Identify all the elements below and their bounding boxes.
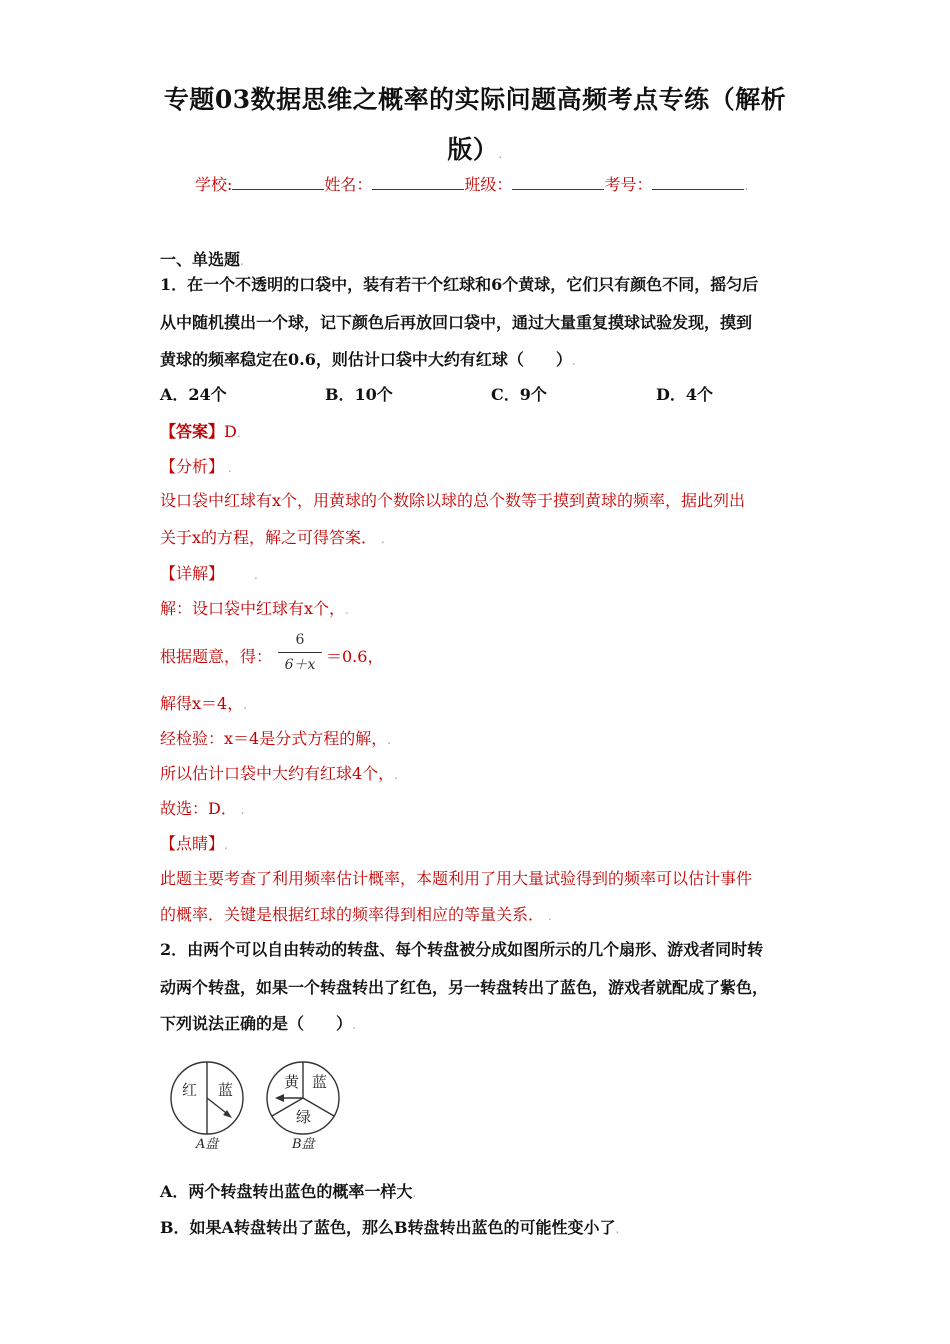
q2-line-3: 下列说法正确的是（ ）.: [160, 1014, 356, 1033]
q1-line-3-text: 黄球的频率稳定在0.6，则估计口袋中大约有红球（ ）: [160, 350, 572, 369]
q1-comment-label: 【点睛】.: [160, 834, 228, 853]
name-label: 姓名：: [324, 175, 373, 194]
q1-line-3: 黄球的频率稳定在0.6，则估计口袋中大约有红球（ ）.: [160, 350, 576, 369]
spinner-a: [171, 1062, 243, 1152]
q2-line-2: 动两个转盘，如果一个转盘转出了红色，另一转盘转出了蓝色，游戏者就配成了紫色，: [160, 978, 769, 997]
student-info-row: 学校: 姓名： 班级： 考号： .: [195, 175, 749, 194]
section-heading-text: 一、单选题: [160, 250, 241, 269]
document-title: [150, 74, 800, 126]
comment-2-text: 的概率．关键是根据红球的频率得到相应的等量关系．: [160, 905, 545, 924]
q1-option-c: C．9个: [491, 385, 547, 404]
q2-line-1: 2．由两个可以自由转动的转盘、每个转盘被分成如图所示的几个扇形、游戏者同时转: [160, 940, 764, 959]
school-label: 学校:: [195, 175, 233, 194]
answer-label: 【答案】: [160, 422, 225, 441]
fraction-numerator: 6: [295, 632, 305, 648]
class-label: 班级：: [464, 175, 513, 194]
analysis-label-text: 【分析】: [160, 457, 225, 476]
q1-line-1: 1．在一个不透明的口袋中，装有若干个红球和6个黄球，它们只有颜色不同，摇匀后: [160, 275, 759, 294]
q1-analysis-label: 【分析】 .: [160, 457, 232, 476]
q2-line-3-text: 下列说法正确的是（ ）: [160, 1014, 353, 1033]
q1-comment-1: 此题主要考查了利用频率估计概率，本题利用了用大量试验得到的频率可以估计事件: [160, 869, 753, 888]
q1-analysis-2: 关于x的方程，解之可得答案． .: [160, 528, 385, 547]
detail-4-text: 经检验：x＝4是分式方程的解，: [160, 729, 388, 748]
q1-detail-2-suffix: ＝0.6，: [326, 647, 384, 666]
comment-label-text: 【点睛】: [160, 834, 225, 853]
detail-1-text: 解：设口袋中红球有x个，: [160, 599, 346, 618]
q1-detail-5: 所以估计口袋中大约有红球4个，.: [160, 764, 399, 783]
detail-label-text: 【详解】: [160, 564, 225, 583]
q1-analysis-1: 设口袋中红球有x个，用黄球的个数除以球的总个数等于摸到黄球的频率，据此列出: [160, 491, 746, 510]
section-heading: 一、单选题.: [160, 250, 244, 269]
detail-3-text: 解得x＝4，: [160, 694, 244, 713]
q1-option-d: D．4个: [656, 385, 714, 404]
spinner-a-label: A盘: [196, 1137, 219, 1152]
q1-option-b: B．10个: [325, 385, 393, 404]
spinner-b-sector-green: 绿: [296, 1108, 312, 1126]
q1-detail-6: 故选：D． .: [160, 799, 245, 818]
q2-option-a-text: A．两个转盘转出蓝色的概率一样大: [160, 1182, 413, 1201]
q1-line-2: 从中随机摸出一个球，记下颜色后再放回口袋中，通过大量重复摸球试验发现，摸到: [160, 313, 753, 332]
analysis-2-text: 关于x的方程，解之可得答案．: [160, 528, 378, 547]
q1-detail-1: 解：设口袋中红球有x个，.: [160, 599, 349, 618]
title-line-2: 版）: [447, 135, 499, 164]
q1-detail-2-prefix: 根据题意，得：: [160, 647, 273, 666]
spinner-b-sector-blue: 蓝: [312, 1073, 328, 1091]
fraction-denominator: 6＋x: [284, 657, 316, 673]
class-blank: [512, 175, 604, 190]
detail-5-text: 所以估计口袋中大约有红球4个，: [160, 764, 395, 783]
school-blank: [232, 175, 324, 190]
fraction-bar: [278, 652, 322, 653]
answer-value: D: [224, 422, 237, 441]
spinner-a-sector-blue: 蓝: [218, 1081, 234, 1099]
name-blank: [372, 175, 464, 190]
exam-no-label: 考号：: [604, 175, 653, 194]
q2-option-a: A．两个转盘转出蓝色的概率一样大.: [160, 1182, 417, 1201]
exam-no-blank: [652, 175, 744, 190]
detail-6-text: 故选：D．: [160, 799, 237, 818]
title-line-1: 专题03数据思维之概率的实际问题高频考点专练（解析: [163, 85, 787, 114]
spinner-b-label: B盘: [292, 1137, 315, 1152]
q1-detail-label: 【详解】 .: [160, 564, 258, 583]
q1-detail-3: 解得x＝4，.: [160, 694, 248, 713]
q1-detail-4: 经检验：x＝4是分式方程的解，.: [160, 729, 392, 748]
q2-option-b: B．如果A转盘转出了蓝色，那么B转盘转出蓝色的可能性变小了.: [160, 1218, 620, 1237]
spinner-figure: [160, 1058, 370, 1153]
q2-option-b-text: B．如果A转盘转出了蓝色，那么B转盘转出蓝色的可能性变小了: [160, 1218, 616, 1237]
q1-option-a: A．24个: [160, 385, 227, 404]
document-title-cont: 版）.: [447, 135, 503, 164]
q1-answer: 【答案】D.: [160, 422, 241, 441]
q1-comment-2: 的概率．关键是根据红球的频率得到相应的等量关系． .: [160, 905, 552, 924]
spinner-a-sector-red: 红: [182, 1081, 198, 1099]
spinner-b: [267, 1062, 339, 1152]
spinner-b-sector-yellow: 黄: [284, 1073, 300, 1091]
